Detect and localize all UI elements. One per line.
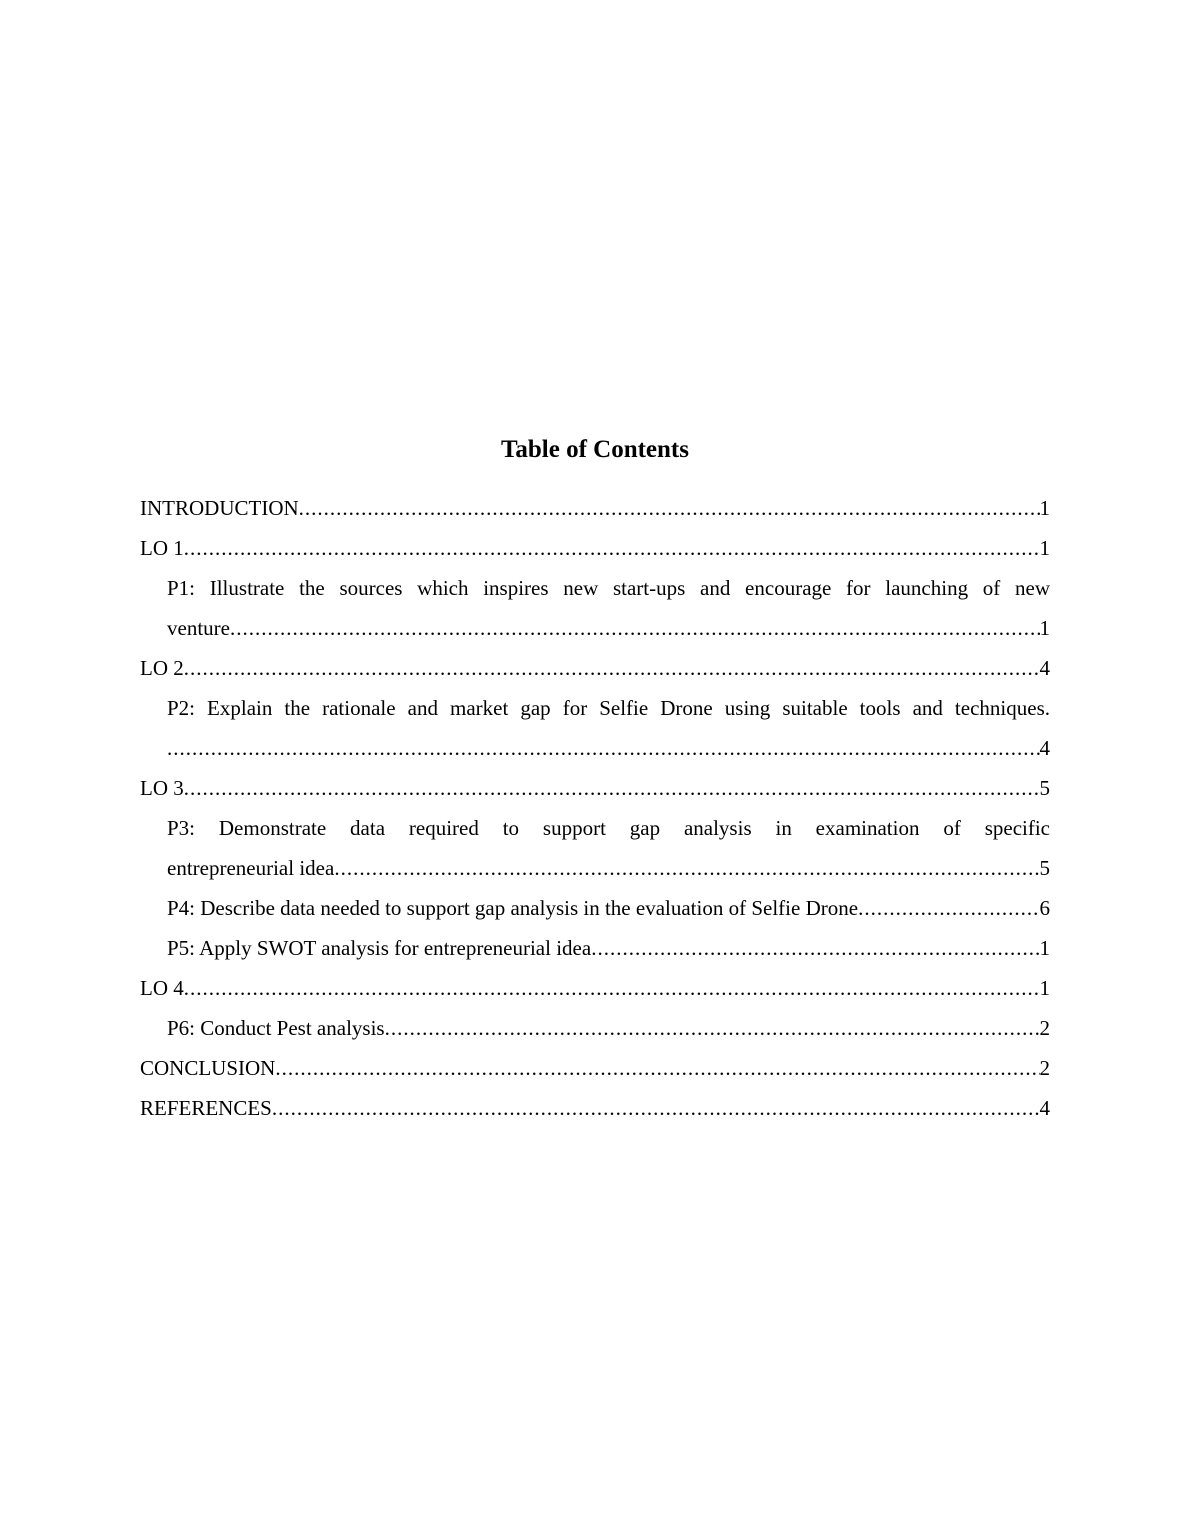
toc-entry-line [140, 648, 1050, 688]
toc-entry [140, 928, 1050, 968]
toc-entry-line [167, 888, 1050, 928]
toc-entry-text: P6: Conduct Pest analysis [167, 1016, 385, 1040]
toc-entry-text: LO 1 [140, 536, 184, 560]
toc-entry-text: P4: Describe data needed to support gap analysis in the evaluation of Selfie Drone [167, 896, 859, 920]
toc-entry-line [167, 1008, 1050, 1048]
toc-entry [140, 528, 1050, 568]
toc-entry-text: LO 4 [140, 976, 184, 1000]
dot-leader [299, 488, 1040, 528]
toc-entry [140, 1008, 1050, 1048]
dot-leader [334, 848, 1039, 888]
toc-entry-line [140, 488, 1050, 528]
toc-entry-wrapped-line: P1: Illustrate the sources which inspires new start-ups and encourage for launching of new [167, 576, 1050, 600]
toc-entry-text: LO 2 [140, 656, 184, 680]
toc-entry-line [167, 928, 1050, 968]
dot-leader [184, 768, 1040, 808]
toc-entry [140, 488, 1050, 528]
toc-entry-wrapped-line: P3: Demonstrate data required to support gap analysis in examination of specific [167, 816, 1050, 840]
toc-entry-text: P5: Apply SWOT analysis for entrepreneurial idea [167, 936, 592, 960]
toc-entry-line [140, 1048, 1050, 1088]
toc-page-number: 1 [1039, 936, 1050, 960]
toc-page-number: 4 [1039, 736, 1050, 760]
toc-page-number: 4 [1039, 656, 1050, 680]
toc-entry [140, 768, 1050, 808]
toc-entry-line [167, 608, 1050, 648]
toc-entries [140, 488, 1050, 1128]
toc-page-number: 2 [1039, 1016, 1050, 1040]
dot-leader [385, 1008, 1040, 1048]
toc-page-number: 1 [1039, 616, 1050, 640]
dot-leader [184, 968, 1040, 1008]
toc-entry-line [167, 728, 1050, 768]
toc-title: Table of Contents [501, 436, 689, 463]
dot-leader [230, 608, 1040, 648]
toc-entry [140, 888, 1050, 928]
toc-page-number: 5 [1039, 856, 1050, 880]
toc-entry-text: entrepreneurial idea [167, 856, 335, 880]
toc-page-number: 1 [1039, 976, 1050, 1000]
dot-leader [167, 728, 1040, 768]
toc-entry [140, 808, 1050, 888]
toc-entry [140, 1048, 1050, 1088]
toc-entry-wrapped-line: P2: Explain the rationale and market gap for Selfie Drone using suitable tools and techniques. [167, 696, 1050, 720]
toc-page-number: 5 [1039, 776, 1050, 800]
toc-entry-text: venture [167, 616, 230, 640]
toc-entry-line [140, 768, 1050, 808]
dot-leader [184, 528, 1040, 568]
toc-entry-text: CONCLUSION [140, 1056, 276, 1080]
toc-entry [140, 688, 1050, 768]
toc-entry-line [140, 528, 1050, 568]
toc-entry [140, 568, 1050, 648]
toc-entry-line [167, 848, 1050, 888]
dot-leader [591, 928, 1039, 968]
toc-entry-text: LO 3 [140, 776, 184, 800]
dot-leader [184, 648, 1040, 688]
toc-entry [140, 968, 1050, 1008]
dot-leader [272, 1088, 1040, 1128]
toc-page-number: 4 [1039, 1096, 1050, 1120]
toc-page-number: 2 [1039, 1056, 1050, 1080]
toc-page-number: 1 [1039, 496, 1050, 520]
toc-entry-line [140, 968, 1050, 1008]
toc-entry-line [140, 1088, 1050, 1128]
toc-entry [140, 648, 1050, 688]
toc-page-number: 1 [1039, 536, 1050, 560]
dot-leader [275, 1048, 1039, 1088]
dot-leader [858, 888, 1039, 928]
toc-entry [140, 1088, 1050, 1128]
toc-page-number: 6 [1039, 896, 1050, 920]
toc-entry-text: REFERENCES [140, 1096, 272, 1120]
toc-entry-text: INTRODUCTION [140, 496, 299, 520]
